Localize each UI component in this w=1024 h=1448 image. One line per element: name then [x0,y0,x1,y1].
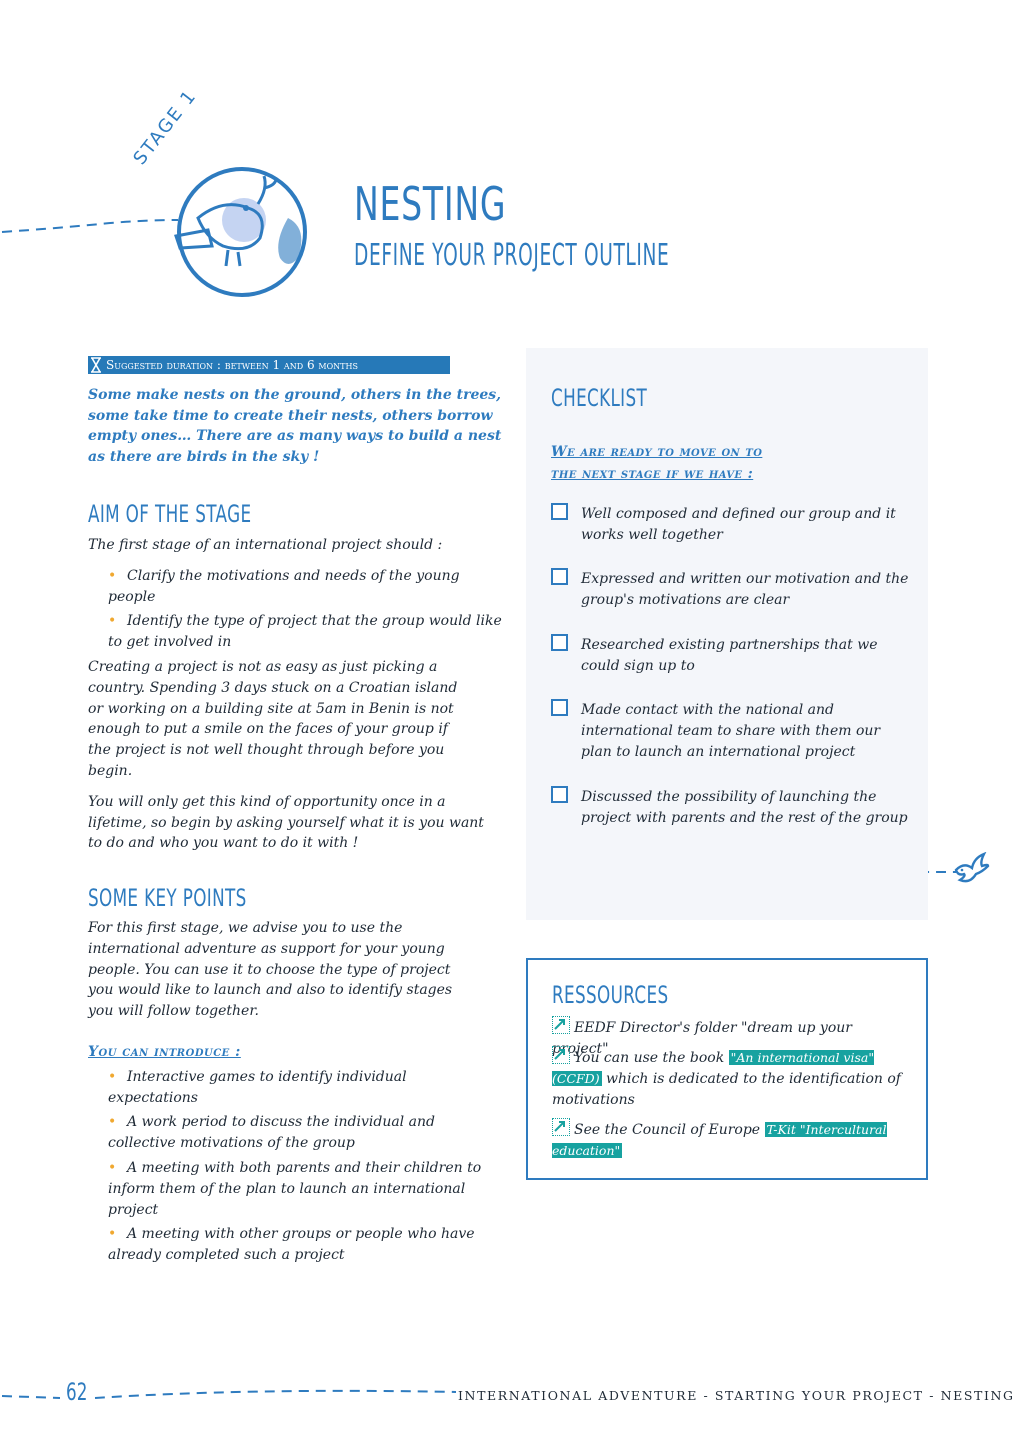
resource-item: You can use the book "An international visa" (CCFD) which is dedicated to the identification of motivations [552,1046,902,1110]
list-item: • Clarify the motivations and needs of the young people [108,567,460,605]
checklist-item: Researched existing partnerships that we could sign up to [581,637,878,674]
aim-paragraph: Creating a project is not as easy as just picking a country. Spending 3 days stuck on a Croatian island or working on a building site at 5am in Benin is not enough to put a smile on the faces of your group if the project is not well thought through before you begin. [88,658,458,779]
checkbox-motivation[interactable] [551,568,568,585]
duration-banner: Suggested duration : between 1 and 6 months [88,356,450,374]
list-item: • Identify the type of project that the group would like to get involved in [108,613,502,651]
resource-item: EEDF Director's folder "dream up your project" [552,1016,902,1060]
resource-item: See the Council of Europe T-Kit "Intercultural education" [552,1118,902,1162]
checkbox-group-composed[interactable] [551,503,568,520]
key-points-heading: SOME KEY POINTS [88,884,247,912]
bullet-dot-icon: • [108,1114,117,1131]
checklist-item: Discussed the possibility of launching the project with parents and the rest of the group [581,789,908,826]
checklist-item: Made contact with the national and international team to share with them our plan to launch an international project [581,702,881,760]
bullet-dot-icon: • [108,1159,117,1176]
aim-paragraph: You will only get this kind of opportunity once in a lifetime, so begin by asking yourself what it is you want to do and who you want to do it with ! [88,793,484,852]
tkit-link[interactable]: T-Kit "Intercultural education" [552,1122,887,1158]
arrow-link-icon [552,1016,570,1034]
list-item: • Interactive games to identify individual expectations [108,1068,407,1106]
stage-label: STAGE 1 [129,85,202,169]
list-item: • A meeting with other groups or people who have already completed such a project [108,1226,475,1264]
book-link[interactable]: "An international visa" (CCFD) [552,1050,875,1086]
arrow-link-icon [552,1046,570,1064]
introduce-bullet-list [88,1067,488,1266]
aim-section [88,535,508,854]
bullet-dot-icon: • [108,1068,117,1085]
running-footer: INTERNATIONAL ADVENTURE - STARTING YOUR PROJECT - NESTING [458,1388,1015,1403]
intro-text: Some make nests on the ground, others in the trees, some take time to create their nests, others borrow empty ones… There are as many ways to build a nest as there are birds in the sky ! [88,387,502,465]
bullet-dot-icon: • [108,1226,117,1243]
arrow-link-icon [552,1118,570,1136]
page-number: 62 [66,1378,88,1406]
introduce-heading: You can introduce : [88,1043,241,1060]
checklist-item: Well composed and defined our group and it works well together [581,506,896,543]
aim-lead: The first stage of an international project should : [88,537,443,553]
page-title: NESTING [354,177,507,231]
checkbox-contact[interactable] [551,699,568,716]
checkbox-parents[interactable] [551,786,568,803]
checkbox-partnerships[interactable] [551,634,568,651]
list-item: • A meeting with both parents and their children to inform them of the plan to launch an international project [108,1159,482,1218]
bullet-dot-icon: • [108,567,117,584]
aim-heading: AIM OF THE STAGE [88,500,252,528]
list-item: • A work period to discuss the individual and collective motivations of the group [108,1114,435,1152]
checklist-intro: We are ready to move on to the next stage if we have : [551,444,763,482]
page-subtitle: DEFINE YOUR PROJECT OUTLINE [354,238,670,273]
bird-nest-emblem-icon [168,158,318,300]
resources-heading: RESSOURCES [552,981,669,1009]
checklist-heading: CHECKLIST [551,384,648,412]
key-points-section [88,918,508,1270]
dove-icon [952,852,990,886]
checklist-panel [526,348,928,920]
aim-bullet-list [88,566,508,653]
key-points-paragraph: For this first stage, we advise you to use the international adventure as support for your young people. You can use it to choose the type of project you would like to launch and also to identify stages you will follow together. [88,920,453,1020]
bullet-dot-icon: • [108,613,117,630]
dashed-line-header [0,200,180,240]
hourglass-icon [89,357,103,373]
checklist-item: Expressed and written our motivation and the group's motivations are clear [581,571,909,608]
